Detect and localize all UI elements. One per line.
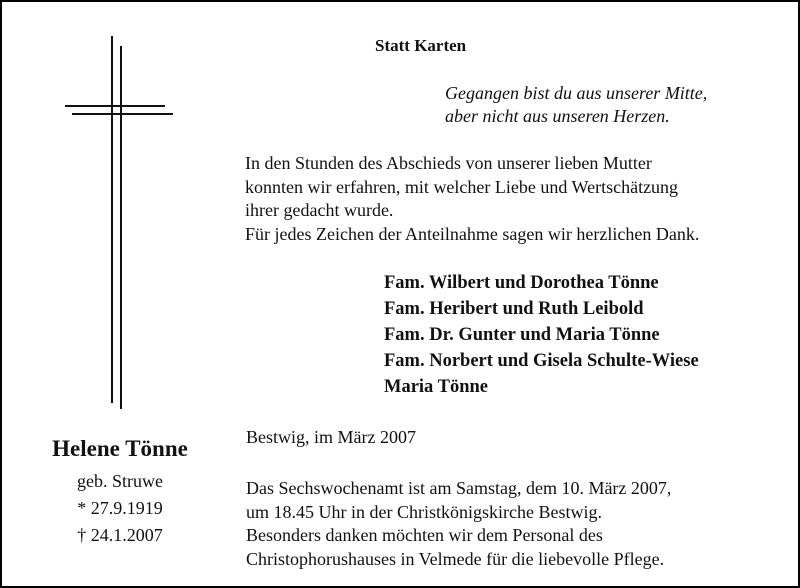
thanks-paragraph	[245, 152, 699, 246]
motto-line: aber nicht aus unseren Herzen.	[445, 106, 670, 126]
cross-horizontal-line	[65, 105, 165, 107]
thanks-line: In den Stunden des Abschieds von unserer lieben Mutter	[245, 153, 652, 173]
thanks-line: konnten wir erfahren, mit welcher Liebe und Wertschätzung	[245, 176, 679, 197]
deceased-name: Helene Tönne	[52, 436, 188, 461]
cross-icon	[62, 36, 177, 406]
deceased-birth-date: * 27.9.1919	[77, 498, 163, 518]
motto-quote	[445, 82, 707, 128]
notice-line: Besonders danken möchten wir dem Personal des	[246, 525, 603, 545]
deceased-maiden-name: geb. Struwe	[77, 471, 163, 491]
notice-line: um 18.45 Uhr in der Christkönigskirche Bestwig.	[246, 501, 602, 522]
service-notice	[246, 477, 671, 571]
family-list	[384, 270, 699, 400]
notice-line: Das Sechswochenamt ist am Samstag, dem 10. März 2007,	[246, 478, 672, 498]
deceased-death-date: † 24.1.2007	[77, 525, 163, 545]
cross-horizontal-line	[72, 113, 173, 115]
family-name: Fam. Heribert und Ruth Leibold	[384, 299, 644, 319]
thanks-line: ihrer gedacht wurde.	[245, 200, 394, 220]
statt-karten-heading: Statt Karten	[375, 36, 467, 55]
thanks-line: Für jedes Zeichen der Anteilnahme sagen wir herzlichen Dank.	[245, 223, 700, 244]
family-name: Fam. Dr. Gunter und Maria Tönne	[384, 325, 660, 345]
cross-vertical-line	[111, 36, 113, 403]
family-name: Maria Tönne	[384, 377, 488, 397]
cross-vertical-line	[120, 46, 122, 409]
motto-line: Gegangen bist du aus unserer Mitte,	[445, 83, 708, 103]
place-date: Bestwig, im März 2007	[246, 427, 416, 447]
deceased-info	[2, 436, 238, 549]
notice-line: Christophorushauses in Velmede für die liebevolle Pflege.	[246, 548, 665, 569]
family-name: Fam. Wilbert und Dorothea Tönne	[384, 273, 659, 293]
family-name: Fam. Norbert und Gisela Schulte-Wiese	[384, 351, 699, 371]
